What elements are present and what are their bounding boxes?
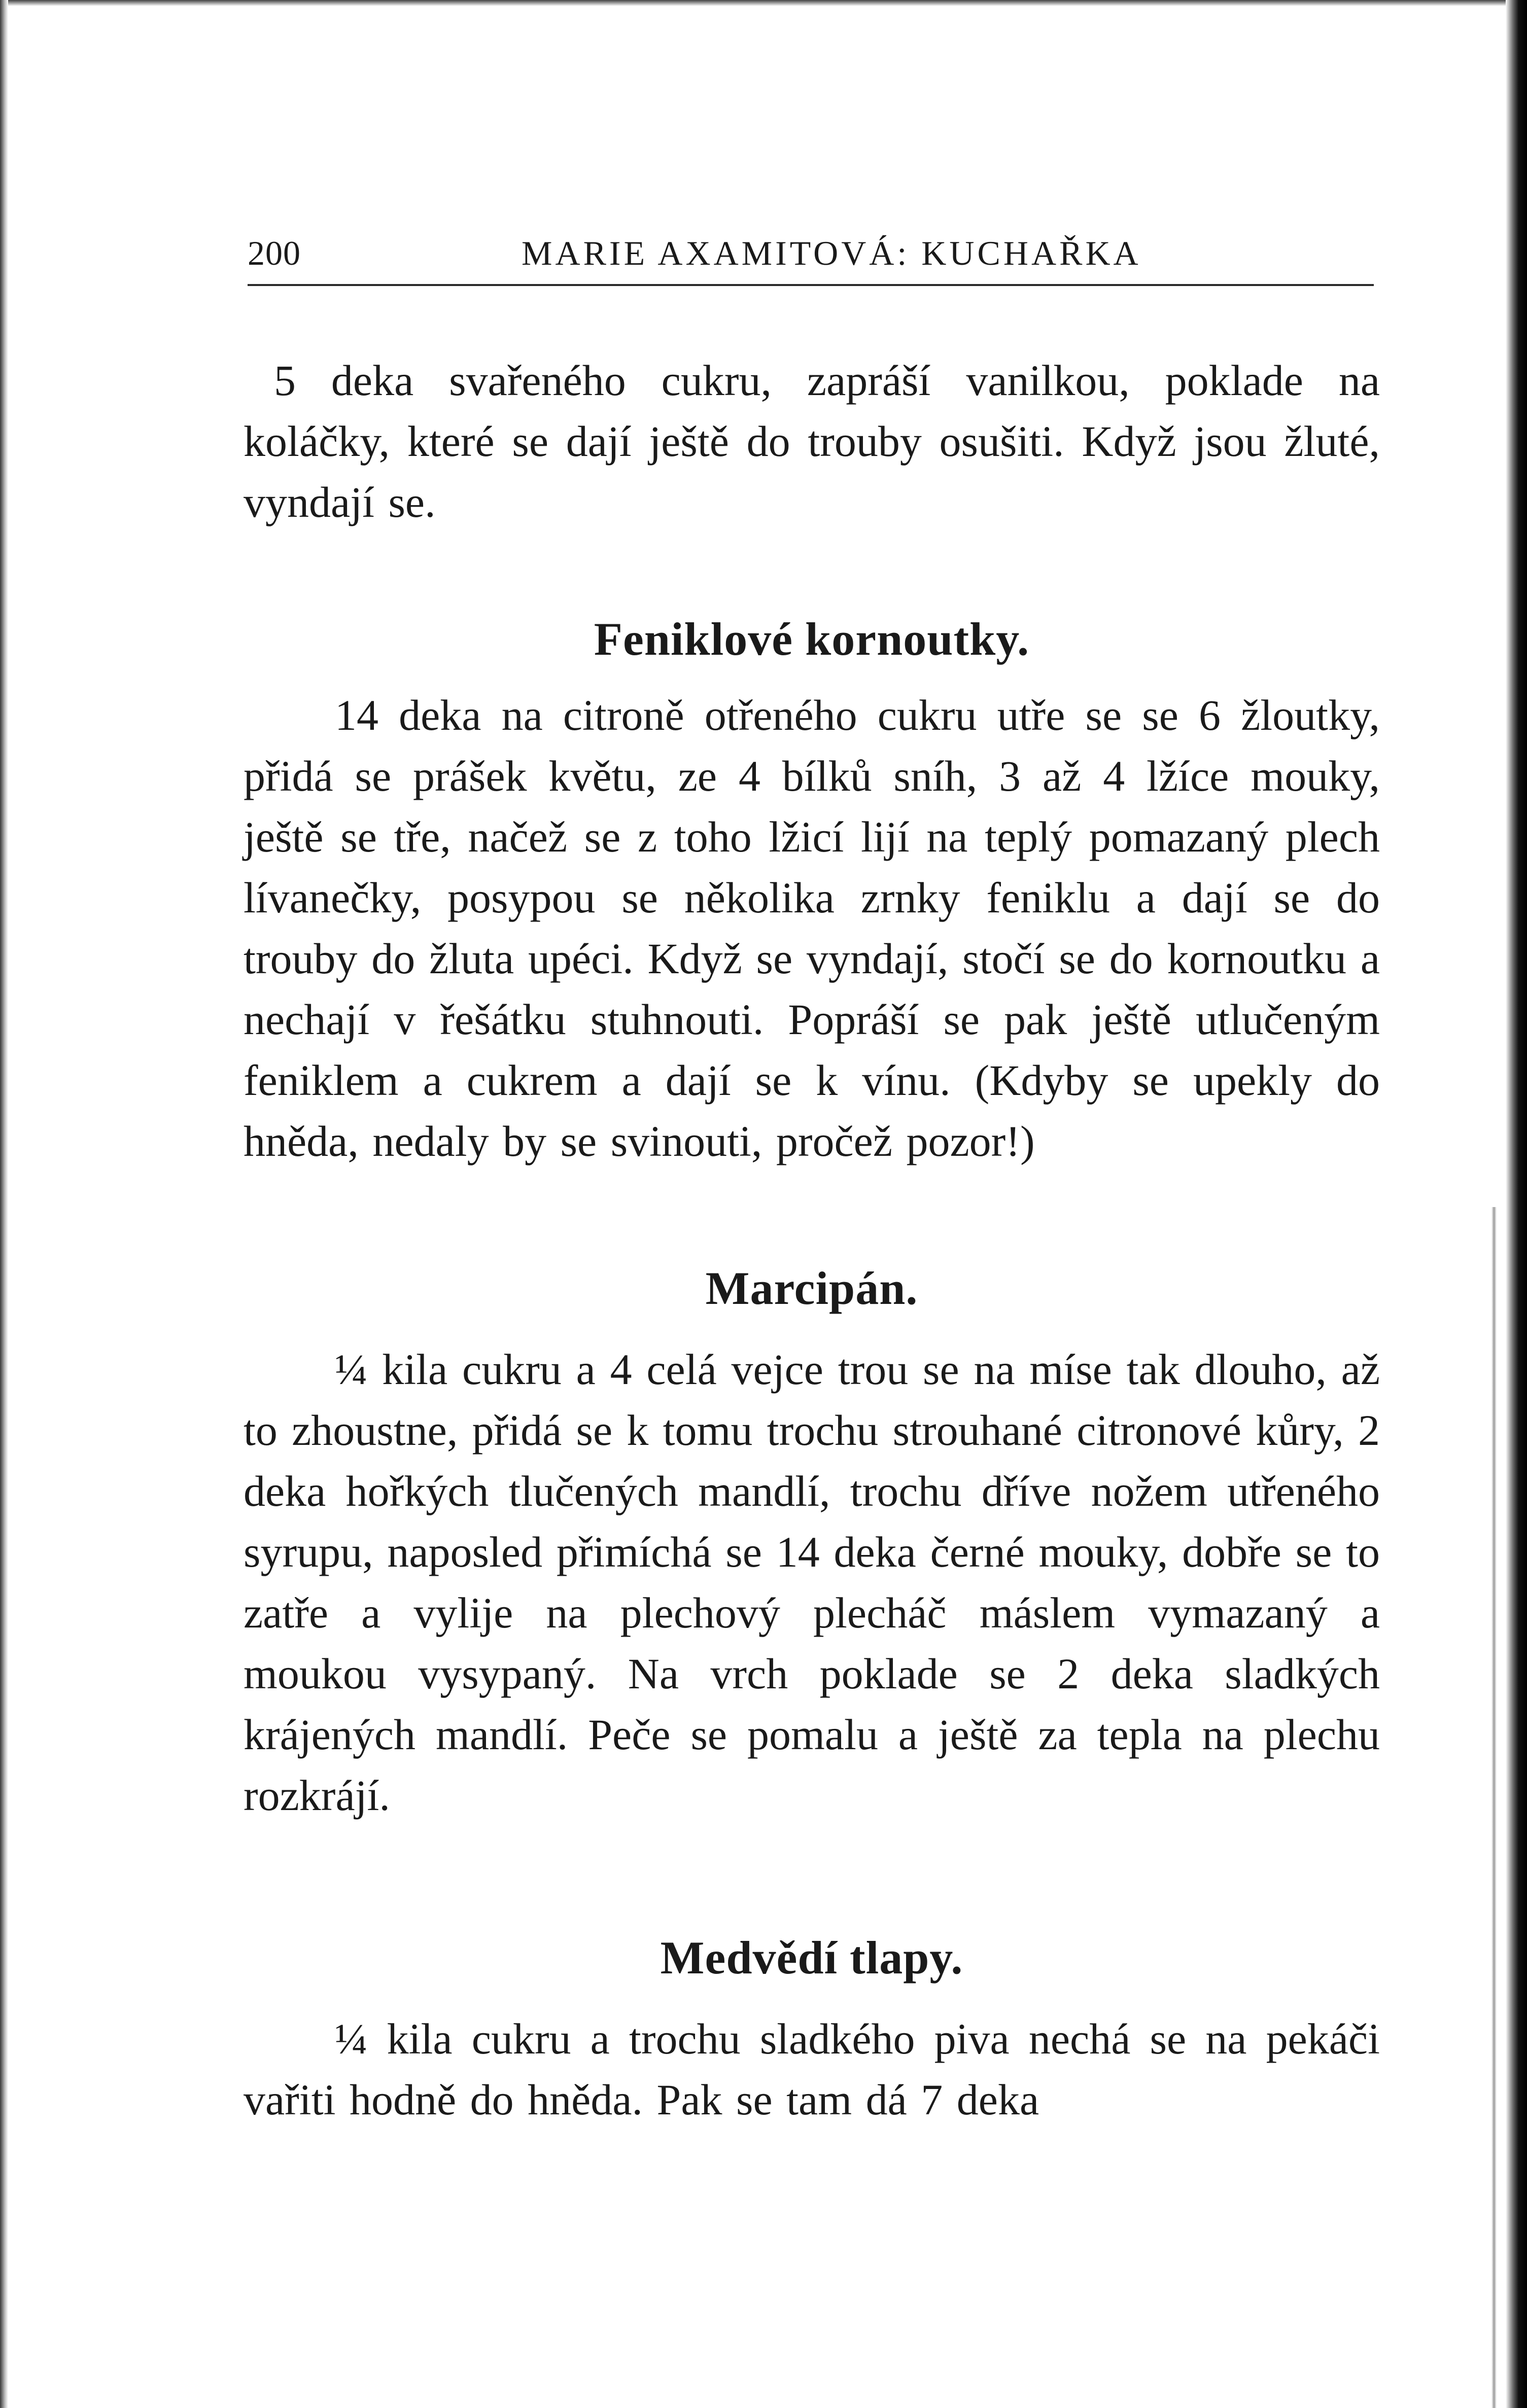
page-number: 200	[248, 234, 301, 272]
recipe-body-marcipan: ¼ kila cukru a 4 celá vejce trou se na míse tak dlouho, až to zhoustne, přidá se k tomu trochu strouhané citronové kůry, 2 deka hořkých tlučených mandlí, trochu dříve nožem utřeného syrupu, naposled přimíchá se 14 deka černé mouky, dobře se to zatře a vylije na plechový plecháč máslem vymazaný a moukou vysypaný. Na vrch poklade se 2 deka sladkých krájených mandlí. Peče se pomalu a ještě za tepla na plechu rozkrájí.	[244, 1345, 1380, 1820]
recipe-body-feniklove-kornoutky: 14 deka na citroně otřeného cukru utře se se 6 žloutky, přidá se prášek květu, ze 4 bílků sníh, 3 až 4 lžíce mouky, ještě se tře, načež se z toho lžicí lijí na teplý pomazaný plech lívanečky, posypou se několika zrnky feniklu a dají se do trouby do žluta upéci. Když se vyndají, stočí se do kornoutku a nechají v řešátku stuhnouti. Popráší se pak ještě utlučeným feniklem a cukrem a dají se k vínu. (Kdyby se upekly do hněda, nedaly by se svinouti, pročež pozor!)	[244, 691, 1380, 1165]
running-head: MARIE AXAMITOVÁ: KUCHAŘKA	[522, 234, 1141, 272]
continuation-paragraph: 5 deka svařeného cukru, zapráší vanilkou, poklade na koláčky, které se dají ještě do trouby osušiti. Když jsou žluté, vyndají se.	[244, 356, 1380, 526]
recipe-body-medvedi-tlapy: ¼ kila cukru a trochu sladkého piva nechá se na pekáči vařiti hodně do hněda. Pak se tam dá 7 deka	[244, 2014, 1380, 2124]
scan-binding-shadow	[1491, 1207, 1497, 2408]
recipe-title-marcipan: Marcipán.	[705, 1262, 918, 1314]
page-body	[244, 350, 1380, 2130]
scan-border-right	[1506, 0, 1527, 2408]
scan-border-top	[0, 0, 1527, 6]
recipe-title-feniklove-kornoutky: Feniklové kornoutky.	[594, 613, 1030, 665]
page-header	[248, 228, 1374, 286]
scan-border-left	[0, 0, 8, 2408]
recipe-title-medvedi-tlapy: Medvědí tlapy.	[660, 1932, 963, 1984]
